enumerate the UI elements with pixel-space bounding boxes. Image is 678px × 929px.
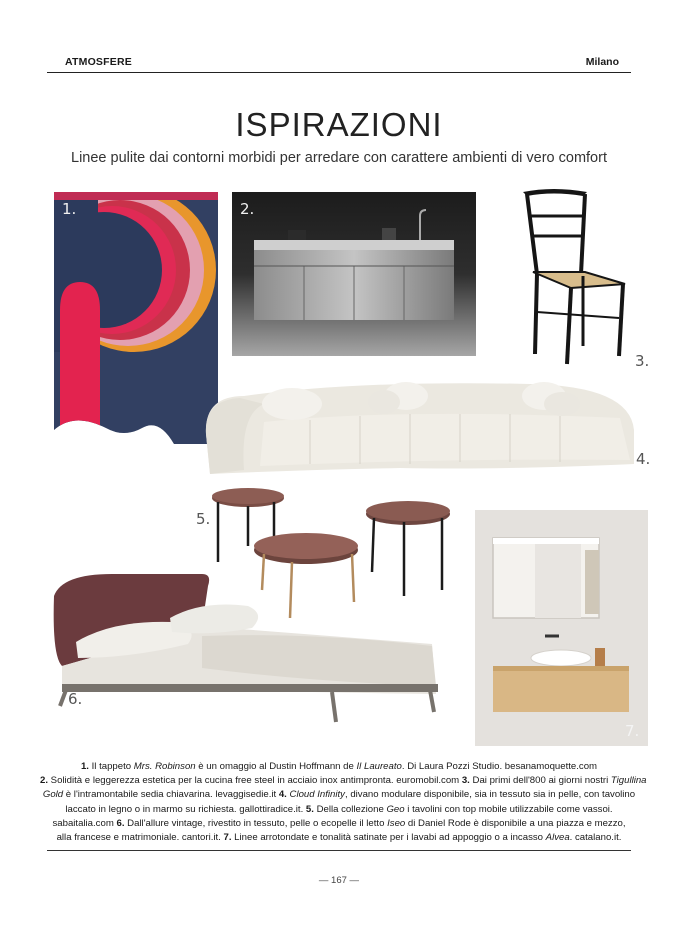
chair-photo — [505, 186, 650, 370]
caption-line: laccato in legno o in marmo su richiesta. gallottiradice.it. 5. Della collezione Geo i tavolini con top mobile utilizzabile come vassoi. — [65, 803, 613, 815]
caption-line: 2. Solidità e leggerezza estetica per la cucina free steel in acciaio inox antimpronta. euromobil.com 3. Dai primi dell'800 ai giorni nostri Tigullina — [40, 775, 647, 787]
rug-photo — [54, 192, 218, 444]
page-number: — 167 — — [318, 875, 360, 886]
kitchen-number: 2. — [240, 200, 255, 218]
caption-line: Gold è l'intramontabile sedia chiavarina. levaggisedie.it 4. Cloud Infinity, divano modulare disponibile, sia in tessuto sia in pelle, con tavolino — [42, 789, 636, 801]
captions — [40, 760, 647, 845]
chair-illustration — [505, 186, 635, 366]
caption-line: sabaitalia.com 6. Dall'allure vintage, rivestito in tessuto, pelle o ecopelle il letto Iseo di Daniel Rode è disponibile a una piazza e mezzo, — [52, 817, 626, 829]
page-subtitle: Linee pulite dai contorni morbidi per arredare con carattere ambienti di vero comfort — [71, 150, 607, 166]
rug-number: 1. — [62, 200, 77, 218]
rug-illustration — [54, 192, 218, 444]
bathroom-photo — [475, 510, 648, 746]
bed-illustration — [52, 566, 438, 724]
bed-photo — [52, 566, 438, 724]
kitchen-illustration — [232, 192, 476, 356]
footer-divider — [47, 850, 631, 851]
page-title: ISPIRAZIONI — [235, 106, 443, 143]
bathroom-number: 7. — [625, 722, 640, 740]
bathroom-illustration — [475, 510, 648, 746]
chair-number: 3. — [635, 352, 650, 370]
city-label: Milano — [585, 56, 619, 68]
sofa-photo — [200, 374, 651, 478]
caption-line: alla francese e matrimoniale. cantori.it. 7. Linee arrotondate e tonalità satinate per i lavabi ad appoggio o a incasso Alvea. catalano.it. — [56, 832, 622, 844]
bed-number: 6. — [68, 690, 83, 708]
section-label: ATMOSFERE — [65, 56, 132, 68]
tables-number: 5. — [196, 510, 211, 528]
sofa-number: 4. — [636, 450, 651, 468]
caption-line: 1. Il tappeto Mrs. Robinson è un omaggio al Dustin Hoffmann de Il Laureato. Di Laura Pozzi Studio. besanamoquette.com — [80, 761, 598, 772]
sofa-illustration — [200, 374, 640, 478]
kitchen-photo — [232, 192, 476, 356]
page-header — [47, 55, 631, 73]
